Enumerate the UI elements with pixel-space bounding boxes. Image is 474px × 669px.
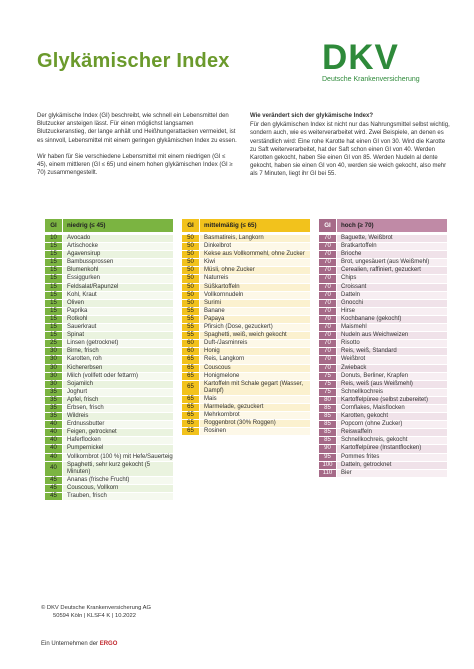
food-name: Apfel, frisch <box>63 397 173 404</box>
table-row <box>45 437 173 445</box>
table-row <box>182 324 310 332</box>
intro-left <box>37 112 237 185</box>
page-title: Glykämischer Index <box>37 50 230 72</box>
gi-value: 70 <box>319 251 336 258</box>
gi-value: 40 <box>45 454 62 461</box>
table-header <box>45 219 173 232</box>
table-medium-gi <box>182 219 310 436</box>
food-name: Spinat <box>63 332 173 339</box>
food-name: Popcorn (ohne Zucker) <box>337 421 447 428</box>
food-name: Mehrkornbrot <box>200 412 310 419</box>
table-row <box>45 332 173 340</box>
food-name: Sauerkraut <box>63 324 173 331</box>
table-row <box>45 389 173 397</box>
copyright-text: © DKV Deutsche Krankenversicherung AG <box>41 605 151 611</box>
table-row <box>319 300 447 308</box>
food-name: Couscous, Vollkorn <box>63 485 173 492</box>
gi-value: 40 <box>45 462 62 476</box>
table-row <box>45 324 173 332</box>
gi-value: 35 <box>45 397 62 404</box>
table-row <box>319 405 447 413</box>
gi-value: 15 <box>45 284 62 291</box>
table-row <box>319 316 447 324</box>
food-name: Datteln, getrocknet <box>337 462 447 469</box>
table-row <box>45 405 173 413</box>
table-row <box>45 251 173 259</box>
food-name: Rosinen <box>200 428 310 435</box>
gi-value: 70 <box>319 316 336 323</box>
gi-value: 85 <box>319 413 336 420</box>
food-name: Bratkartoffeln <box>337 243 447 250</box>
gi-value: 85 <box>319 405 336 412</box>
table-row <box>45 429 173 437</box>
food-name: Honigmelone <box>200 373 310 380</box>
table-row <box>45 356 173 364</box>
food-name: Banane <box>200 308 310 315</box>
address-text: 50594 Köln | KLSF4 K | 10.2022 <box>53 613 136 619</box>
food-name: Haferflocken <box>63 437 173 444</box>
gi-value: 15 <box>45 243 62 250</box>
food-name: Schnellkochreis <box>337 389 447 396</box>
food-name: Donuts, Berliner, Krapfen <box>337 373 447 380</box>
food-name: Kichererbsen <box>63 365 173 372</box>
food-name: Avocado <box>63 235 173 242</box>
table-row <box>319 365 447 373</box>
gi-header: GI <box>45 219 62 232</box>
table-row <box>182 259 310 267</box>
table-row <box>182 316 310 324</box>
table-row <box>45 284 173 292</box>
gi-header: GI <box>319 219 336 232</box>
food-name: Kiwi <box>200 259 310 266</box>
food-name: Pfirsich (Dose, gezuckert) <box>200 324 310 331</box>
ergo-brand: ERGO <box>99 641 118 647</box>
food-name: Risotto <box>337 340 447 347</box>
logo-mark: DKV <box>322 38 399 77</box>
category-label: mittelmäßig (≤ 65) <box>200 219 310 232</box>
table-row <box>182 243 310 251</box>
food-name: Paprika <box>63 308 173 315</box>
food-name: Schnellkochreis, gekocht <box>337 437 447 444</box>
table-row <box>319 275 447 283</box>
table-row <box>182 396 310 404</box>
food-name: Honig <box>200 348 310 355</box>
gi-value: 15 <box>45 308 62 315</box>
food-name: Hirse <box>337 308 447 315</box>
gi-value: 70 <box>319 308 336 315</box>
food-name: Mais <box>200 396 310 403</box>
table-rows <box>45 235 173 501</box>
intro-paragraph-2: Wir haben für Sie verschiedene Lebensmittel mit einem niedrigen (GI ≤ 45), einem mittleren (GI ≤ 65) und einem hohen glykämischen Index (GI ≥ 70) zusammengestellt. <box>37 153 233 177</box>
footer-copyright <box>41 604 151 620</box>
food-name: Pommes frites <box>337 454 447 461</box>
gi-value: 50 <box>182 235 199 242</box>
table-row <box>319 348 447 356</box>
table-row <box>182 340 310 348</box>
gi-value: 90 <box>319 445 336 452</box>
table-row <box>319 259 447 267</box>
footer-ergo <box>41 641 117 647</box>
food-name: Vollkornbrot (100 %) mit Hefe/Sauerteig <box>63 454 173 461</box>
gi-value: 30 <box>45 356 62 363</box>
table-row <box>319 332 447 340</box>
gi-value: 50 <box>182 292 199 299</box>
food-name: Bambussprossen <box>63 259 173 266</box>
table-row <box>182 275 310 283</box>
table-row <box>45 243 173 251</box>
table-row <box>45 485 173 493</box>
table-row <box>182 428 310 436</box>
food-name: Pumpernickel <box>63 445 173 452</box>
food-name: Couscous <box>200 365 310 372</box>
gi-value: 55 <box>182 316 199 323</box>
food-name: Kartoffelpüree (selbst zubereitet) <box>337 397 447 404</box>
table-rows <box>319 235 447 478</box>
food-name: Naturreis <box>200 275 310 282</box>
gi-value: 15 <box>45 267 62 274</box>
ergo-prefix: Ein Unternehmen der <box>41 641 99 647</box>
table-row <box>182 412 310 420</box>
gi-value: 85 <box>319 421 336 428</box>
food-name: Cerealien, raffiniert, gezuckert <box>337 267 447 274</box>
table-row <box>319 324 447 332</box>
gi-value: 60 <box>182 348 199 355</box>
food-name: Vollkornnudeln <box>200 292 310 299</box>
table-row <box>182 267 310 275</box>
gi-value: 85 <box>319 437 336 444</box>
food-name: Reis, weiß, Standard <box>337 348 447 355</box>
food-name: Weißbrot <box>337 356 447 363</box>
gi-value: 70 <box>319 324 336 331</box>
food-name: Artischocke <box>63 243 173 250</box>
category-label: hoch (≥ 70) <box>337 219 447 232</box>
gi-value: 45 <box>45 477 62 484</box>
gi-value: 70 <box>319 332 336 339</box>
table-row <box>182 251 310 259</box>
intro-paragraph-1: Der glykämische Index (GI) beschreibt, wie schnell ein Lebensmittel den Blutzucker ansteigen lässt. Für einen möglichst langsamen Blutzuckeranstieg, der lange anhält und Heißhungerattacken vermeidet, ist es sinnvoll, Lebensmittel mit einem geringen glykämischen Index zu essen. <box>37 113 237 144</box>
gi-value: 70 <box>319 235 336 242</box>
gi-value: 50 <box>182 267 199 274</box>
food-name: Karotten, roh <box>63 356 173 363</box>
food-name: Süßkartoffeln <box>200 284 310 291</box>
gi-value: 10 <box>45 235 62 242</box>
table-row <box>319 340 447 348</box>
gi-value: 30 <box>45 373 62 380</box>
table-row <box>182 235 310 243</box>
table-row <box>319 373 447 381</box>
food-name: Surimi <box>200 300 310 307</box>
food-name: Oliven <box>63 300 173 307</box>
table-row <box>319 470 447 478</box>
gi-value: 15 <box>45 292 62 299</box>
gi-value: 65 <box>182 428 199 435</box>
food-name: Roggenbrot (30% Roggen) <box>200 420 310 427</box>
table-row <box>182 292 310 300</box>
dkv-logo <box>322 40 440 83</box>
table-row <box>45 381 173 389</box>
table-rows <box>182 235 310 436</box>
gi-value: 30 <box>45 381 62 388</box>
gi-value: 50 <box>182 251 199 258</box>
food-name: Reiswaffeln <box>337 429 447 436</box>
table-row <box>319 356 447 364</box>
gi-value: 75 <box>319 381 336 388</box>
food-name: Dinkelbrot <box>200 243 310 250</box>
table-row <box>45 235 173 243</box>
table-row <box>319 421 447 429</box>
table-row <box>319 454 447 462</box>
table-row <box>319 251 447 259</box>
gi-value: 70 <box>319 348 336 355</box>
table-row <box>319 429 447 437</box>
table-row <box>319 413 447 421</box>
table-header <box>182 219 310 232</box>
table-high-gi <box>319 219 447 478</box>
gi-value: 45 <box>45 493 62 500</box>
intro-body: Für den glykämischen Index ist nicht nur das Nahrungsmittel selbst wichtig, sondern auch, wie es weiterverarbeitet wird. Zwei Beispiele, an denen es verständlich wird: Eine rohe Karotte hat einen GI von 30. Wird die Karotte zu Saft weiterverarbeitet, hat der Saft schon einen GI von 40. Werden Karotten gekocht, haben Sie einen GI von 85. Werden Nudeln al dente gekocht, haben sie einen GI von 40, werden sie weich gekocht, also mehr als 7 Minuten, liegt ihr GI bei 55. <box>250 122 450 178</box>
table-row <box>45 454 173 462</box>
food-name: Kartoffeln mit Schale gegart (Wasser, Dampf) <box>200 381 310 395</box>
gi-value: 110 <box>319 470 336 477</box>
table-row <box>182 420 310 428</box>
gi-value: 35 <box>45 405 62 412</box>
table-row <box>45 292 173 300</box>
gi-value: 15 <box>45 316 62 323</box>
gi-value: 40 <box>45 437 62 444</box>
food-name: Duft-/Jasminreis <box>200 340 310 347</box>
food-name: Essiggurken <box>63 275 173 282</box>
food-name: Milch (vollfett oder fettarm) <box>63 373 173 380</box>
food-name: Erdnussbutter <box>63 421 173 428</box>
gi-value: 70 <box>319 292 336 299</box>
gi-value: 100 <box>319 462 336 469</box>
table-row <box>182 356 310 364</box>
food-name: Reis, weiß (aus Weißmehl) <box>337 381 447 388</box>
table-row <box>319 267 447 275</box>
gi-value: 70 <box>319 284 336 291</box>
gi-value: 15 <box>45 251 62 258</box>
table-row <box>319 462 447 470</box>
food-name: Erbsen, frisch <box>63 405 173 412</box>
food-name: Maismehl <box>337 324 447 331</box>
gi-value: 50 <box>182 243 199 250</box>
food-name: Papaya <box>200 316 310 323</box>
table-row <box>319 235 447 243</box>
gi-value: 50 <box>182 259 199 266</box>
table-row <box>45 421 173 429</box>
table-row <box>319 308 447 316</box>
gi-value: 30 <box>45 348 62 355</box>
food-name: Brioche <box>337 251 447 258</box>
table-row <box>182 381 310 396</box>
gi-value: 35 <box>45 413 62 420</box>
food-name: Birne, frisch <box>63 348 173 355</box>
food-name: Reis, Langkorn <box>200 356 310 363</box>
table-row <box>319 445 447 453</box>
gi-value: 40 <box>45 445 62 452</box>
gi-value: 65 <box>182 365 199 372</box>
table-row <box>319 381 447 389</box>
gi-value: 70 <box>319 356 336 363</box>
table-row <box>182 284 310 292</box>
table-row <box>45 308 173 316</box>
food-name: Feigen, getrocknet <box>63 429 173 436</box>
food-name: Zwieback <box>337 365 447 372</box>
table-row <box>182 373 310 381</box>
gi-value: 65 <box>182 356 199 363</box>
food-name: Baguette, Weißbrot <box>337 235 447 242</box>
table-row <box>45 267 173 275</box>
gi-value: 40 <box>45 421 62 428</box>
gi-value: 70 <box>319 267 336 274</box>
table-row <box>319 284 447 292</box>
table-row <box>45 300 173 308</box>
table-row <box>319 437 447 445</box>
table-row <box>45 413 173 421</box>
table-row <box>45 348 173 356</box>
food-name: Kohl, Kraut <box>63 292 173 299</box>
gi-value: 70 <box>319 275 336 282</box>
food-name: Bier <box>337 470 447 477</box>
table-row <box>182 348 310 356</box>
table-row <box>45 477 173 485</box>
gi-value: 15 <box>45 324 62 331</box>
food-name: Nudeln aus Weichweizen <box>337 332 447 339</box>
gi-value: 15 <box>45 275 62 282</box>
table-row <box>182 308 310 316</box>
gi-value: 95 <box>319 454 336 461</box>
table-row <box>45 316 173 324</box>
gi-value: 85 <box>319 429 336 436</box>
gi-value: 35 <box>45 389 62 396</box>
table-row <box>45 340 173 348</box>
gi-value: 70 <box>319 340 336 347</box>
intro-heading: Wie verändert sich der glykämische Index? <box>250 113 373 119</box>
gi-value: 25 <box>45 340 62 347</box>
table-row <box>319 389 447 397</box>
gi-value: 30 <box>45 365 62 372</box>
table-row <box>319 243 447 251</box>
food-name: Müsli, ohne Zucker <box>200 267 310 274</box>
table-row <box>319 397 447 405</box>
food-name: Kochbanane (gekocht) <box>337 316 447 323</box>
gi-value: 75 <box>319 389 336 396</box>
gi-value: 65 <box>182 420 199 427</box>
gi-value: 65 <box>182 412 199 419</box>
food-name: Wildreis <box>63 413 173 420</box>
table-row <box>45 462 173 477</box>
food-name: Joghurt <box>63 389 173 396</box>
food-name: Gnocchi <box>337 300 447 307</box>
gi-value: 40 <box>45 429 62 436</box>
food-name: Sojamilch <box>63 381 173 388</box>
category-label: niedrig (≤ 45) <box>63 219 173 232</box>
food-name: Linsen (getrocknet) <box>63 340 173 347</box>
food-name: Datteln <box>337 292 447 299</box>
table-row <box>182 365 310 373</box>
food-name: Cornflakes, Maisflocken <box>337 405 447 412</box>
table-row <box>182 300 310 308</box>
gi-value: 50 <box>182 275 199 282</box>
gi-value: 55 <box>182 308 199 315</box>
food-name: Feldsalat/Rapunzel <box>63 284 173 291</box>
food-name: Spaghetti, sehr kurz gekocht (5 Minuten) <box>63 462 173 476</box>
gi-value: 15 <box>45 332 62 339</box>
food-name: Marmelade, gezuckert <box>200 404 310 411</box>
gi-value: 45 <box>45 485 62 492</box>
gi-value: 70 <box>319 243 336 250</box>
table-row <box>45 275 173 283</box>
table-row <box>182 404 310 412</box>
table-row <box>182 332 310 340</box>
food-name: Kekse aus Vollkornmehl, ohne Zucker <box>200 251 310 258</box>
gi-value: 70 <box>319 300 336 307</box>
gi-value: 80 <box>319 397 336 404</box>
gi-value: 70 <box>319 259 336 266</box>
gi-value: 70 <box>319 365 336 372</box>
gi-value: 65 <box>182 404 199 411</box>
gi-value: 65 <box>182 396 199 403</box>
gi-value: 50 <box>182 300 199 307</box>
food-name: Karotten, gekocht <box>337 413 447 420</box>
gi-value: 55 <box>182 332 199 339</box>
food-name: Trauben, frisch <box>63 493 173 500</box>
food-name: Chips <box>337 275 447 282</box>
logo-subtitle: Deutsche Krankenversicherung <box>322 76 420 83</box>
table-row <box>45 445 173 453</box>
food-name: Basmatireis, Langkorn <box>200 235 310 242</box>
gi-value: 55 <box>182 324 199 331</box>
intro-right <box>250 112 450 187</box>
table-low-gi <box>45 219 173 501</box>
table-header <box>319 219 447 232</box>
food-name: Croissant <box>337 284 447 291</box>
gi-value: 60 <box>182 340 199 347</box>
gi-header: GI <box>182 219 199 232</box>
food-name: Ananas (frische Frucht) <box>63 477 173 484</box>
food-name: Brot, ungesäuert (aus Weißmehl) <box>337 259 447 266</box>
gi-value: 50 <box>182 284 199 291</box>
gi-value: 15 <box>45 300 62 307</box>
food-name: Rotkohl <box>63 316 173 323</box>
food-name: Spaghetti, weiß, weich gekocht <box>200 332 310 339</box>
table-row <box>45 373 173 381</box>
table-row <box>45 365 173 373</box>
table-row <box>45 397 173 405</box>
gi-value: 65 <box>182 373 199 380</box>
food-name: Blumenkohl <box>63 267 173 274</box>
table-row <box>45 259 173 267</box>
food-name: Kartoffelpüree (Instantflocken) <box>337 445 447 452</box>
gi-value: 15 <box>45 259 62 266</box>
table-row <box>45 493 173 501</box>
food-name: Agavensirup <box>63 251 173 258</box>
gi-value: 75 <box>319 373 336 380</box>
table-row <box>319 292 447 300</box>
gi-value: 65 <box>182 381 199 395</box>
